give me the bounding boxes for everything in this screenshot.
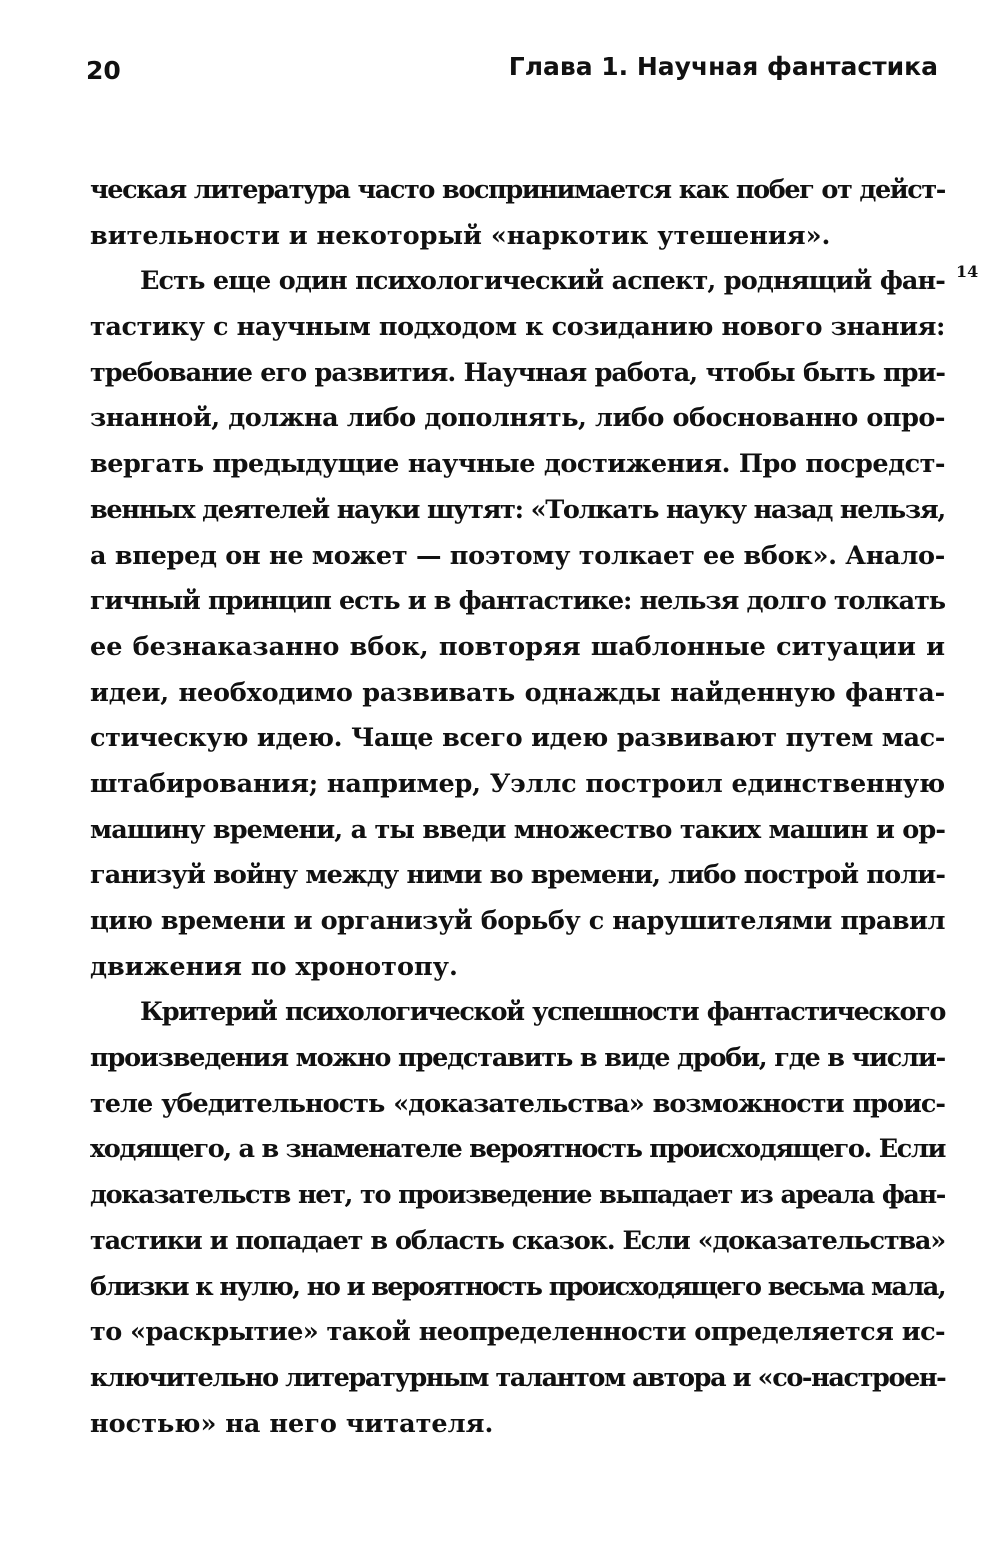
text-line: ее безнаказанно вбок, повторяя шаблонные ситуации и bbox=[90, 631, 945, 662]
page-number: 20 bbox=[86, 56, 121, 85]
text-line: Критерий психологической успешности фантастического bbox=[140, 997, 945, 1028]
text-line: вительности и некоторый «наркотик утешения». bbox=[90, 220, 831, 251]
text-line: стическую идею. Чаще всего идею развивают путем мас- bbox=[90, 723, 945, 754]
text-line: идеи, необходимо развивать однажды найденную фанта- bbox=[90, 677, 945, 708]
text-line: венных деятелей науки шутят: «Толкать науку назад нельзя, bbox=[90, 494, 945, 525]
text-line: ческая литература часто воспринимается как побег от дейст- bbox=[90, 175, 945, 205]
page-header bbox=[86, 52, 938, 92]
text-line: Есть еще один психологический аспект, роднящий фан- bbox=[140, 266, 945, 297]
text-line: а вперед он не может — поэтому толкает ее вбок». Анало- bbox=[90, 540, 945, 571]
text-line: машину времени, а ты введи множество таких машин и ор- bbox=[90, 814, 945, 845]
text-line: цию времени и организуй борьбу с нарушителями правил bbox=[90, 906, 945, 936]
text-line: гичный принцип есть и в фантастике: нельзя долго толкать bbox=[90, 586, 945, 617]
text-line: теле убедительность «доказательства» возможности проис- bbox=[90, 1088, 945, 1119]
text-line: знанной, должна либо дополнять, либо обоснованно опро- bbox=[90, 403, 945, 434]
text-line: произведения можно представить в виде дроби, где в числи- bbox=[90, 1043, 945, 1074]
text-line: ключительно литературным талантом автора и «со-настроен- bbox=[90, 1362, 946, 1393]
text-line: тастику с научным подходом к созиданию нового знания: bbox=[90, 312, 946, 343]
text-line: требование его развития. Научная работа, чтобы быть при- bbox=[90, 357, 945, 388]
text-line: ходящего, а в знаменателе вероятность происходящего. Если bbox=[90, 1134, 945, 1165]
running-title: Глава 1. Научная фантастика bbox=[508, 52, 938, 81]
text-line: тастики и попадает в область сказок. Если «доказательства» bbox=[90, 1225, 945, 1256]
margin-note: 14 bbox=[956, 262, 979, 281]
text-line: вергать предыдущие научные достижения. Про посредст- bbox=[90, 449, 945, 480]
text-line: движения по хронотопу. bbox=[90, 951, 458, 982]
text-line: то «раскрытие» такой неопределенности определяется ис- bbox=[90, 1317, 945, 1348]
text-line: ганизуй войну между ними во времени, либо построй поли- bbox=[90, 860, 945, 891]
text-line: близки к нулю, но и вероятность происходящего весьма мала, bbox=[90, 1271, 945, 1302]
text-line: штабирования; например, Уэллс построил единственную bbox=[90, 768, 945, 799]
text-line: доказательств нет, то произведение выпадает из ареала фан- bbox=[90, 1180, 945, 1211]
body-text bbox=[90, 168, 945, 1447]
text-line: ностью» на него читателя. bbox=[90, 1408, 494, 1439]
